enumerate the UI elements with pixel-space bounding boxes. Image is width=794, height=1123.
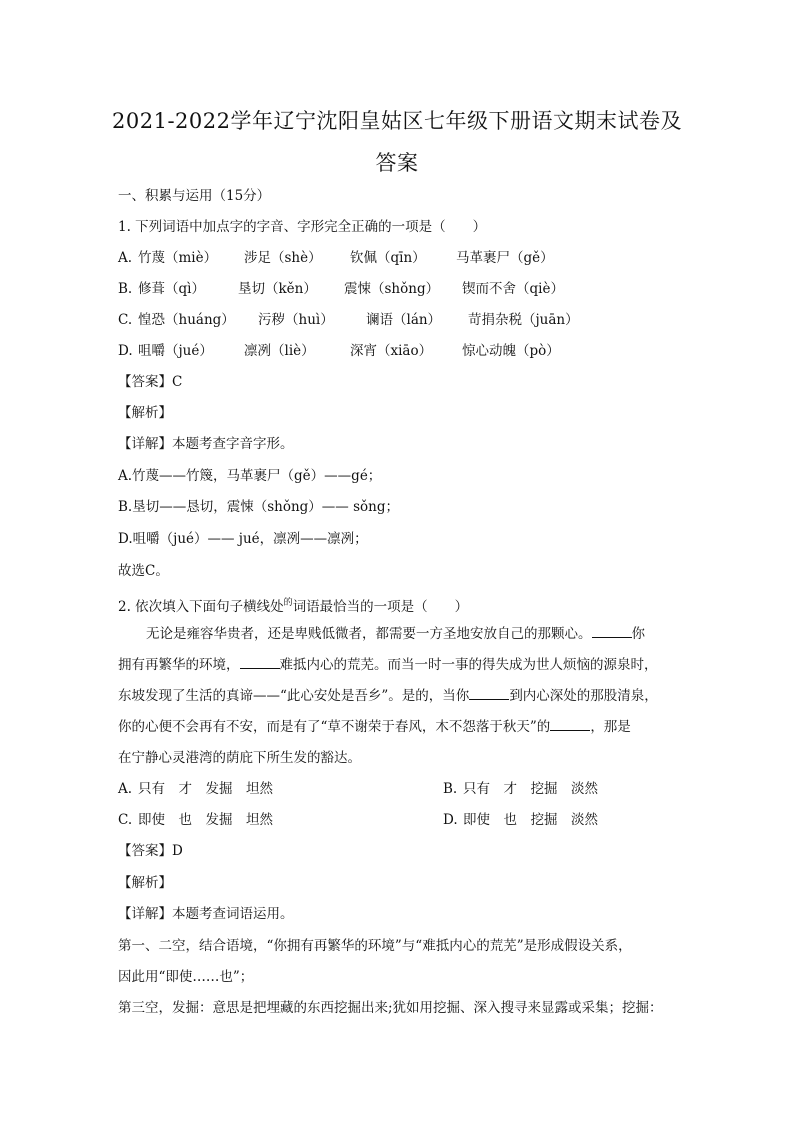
q2-passage-line: 在宁静心灵港湾的荫庇下所生发的豁达。 xyxy=(118,750,361,766)
q2-analysis-heading: 【解析】 xyxy=(118,875,172,891)
q1-conclusion: 故选C。 xyxy=(118,563,169,579)
q1-detail: 【详解】本题考查字音字形。 xyxy=(118,436,294,452)
q1-explanation-line: D.咀嚼（jué）—— jué，凛冽——凛冽； xyxy=(118,531,368,547)
q1-explanation-line: B.垦切——恳切，震悚（shǒng）—— sǒng； xyxy=(118,499,399,515)
q2-explanation-line: 第一、二空，结合语境，“你拥有再繁华的环境”与“难抵内心的荒芜”是形成假设关系， xyxy=(118,938,632,954)
q2-answer: 【答案】D xyxy=(118,843,183,859)
document-title xyxy=(100,100,694,184)
section-heading: 一、积累与运用（15分） xyxy=(118,188,271,204)
answer-blank xyxy=(592,625,632,638)
question-1-stem: 1. 下列词语中加点字的字音、字形完全正确的一项是（ ） xyxy=(118,219,487,235)
q2-passage-line: 拥有再繁华的环境， 难抵内心的荒芜。而当一时一事的得失成为世人烦恼的源泉时， xyxy=(118,657,658,673)
q2-explanation-line: 因此用“即使……也”； xyxy=(118,969,254,985)
q2-passage-line: 东坡发现了生活的真谛——“此心安处是吾乡”。是的，当你 到内心深处的那股清泉， xyxy=(118,688,658,704)
q2-detail: 【详解】本题考查词语运用。 xyxy=(118,906,294,922)
question-2-stem: 2. 依次填入下面句子横线处$^的$词语最恰当的一项是（ ） xyxy=(118,598,469,615)
q2-passage-line: 无论是雍容华贵者，还是卑贱低微者，都需要一方圣地安放自己的那颗心。 你 xyxy=(146,626,645,642)
q2-explanation-line: 第三空，发掘：意思是把埋藏的东西挖掘出来;犹如用挖掘、深入搜寻来显露或采集；挖掘： xyxy=(118,1000,663,1016)
answer-blank xyxy=(240,656,280,669)
answer-blank xyxy=(550,718,590,731)
q1-explanation-line: A.竹蔑——竹篾，马革裹尸（gě）——gé； xyxy=(118,468,382,484)
q1-answer: 【答案】C xyxy=(118,374,183,390)
q2-passage-line: 你的心便不会再有不安，而是有了“草不谢荣于春风，木不怨落于秋天”的 ，那是 xyxy=(118,719,631,735)
q1-analysis-heading: 【解析】 xyxy=(118,405,172,421)
title-line-2: 答案 xyxy=(375,151,419,175)
exam-page: 2021-2022学年辽宁沈阳皇姑区七年级下册语文期末试卷及 答案 一、积累与运用（15分） 1. 下列词语中加点字的字音、字形完全正确的一项是（ ） A. 竹蔑（miè） 涉足（shè） 钦佩（qīn） 马革裹尸（gě） B. 修葺（qì） 垦切（kěn） 震悚（shǒng） 锲而不舍（qiè） C. 惶恐（huáng） 污秽（huì） 谰语（lán） 苛捐杂税（juān） D. 咀嚼（jué） 凛冽（liè） 深宵（xiāo） 惊心动魄（pò） 【答案】C 【解析】 【详解】本题考查字音字形。 A.竹蔑——竹篾，马革裹尸（gě）——gé； B.垦切——恳切，震悚（shǒng）—— sǒng； D.咀嚼（jué）—— jué，凛冽——凛冽； 故选C。 2. 依次填入下面句子横线处$^的$词语最恰当的一项是（ ） 无论是雍容华贵者，还是卑贱低微者，都需要一方圣地安放自己的那颗心。 你 拥有再繁华的环境， 难抵内心的荒芜。而当一时一事的得失成为世人烦恼的源泉时， 东坡发现了生活的真谛——“此心安处是吾乡”。是的，当你 到内心深处的那股清泉， 你的心便不会再有不安，而是有了“草不谢荣于春风，木不怨落于秋天”的 ，那是 在宁静心灵港湾的荫庇下所生发的豁达。 A. 只有 才 发掘 坦然 B. 只有 才 挖掘 淡然 C. 即使 也 发掘 坦然 D. 即使 也 挖掘 淡然 【答案】D 【解析】 【详解】本题考查词语运用。 第一、二空，结合语境，“你拥有再繁华的环境”与“难抵内心的荒芜”是形成假设关系， 因此用“即使……也”； 第三空，发掘：意思是把埋藏的东西挖掘出来;犹如用挖掘、深入搜寻来显露或采集；挖掘： xyxy=(0,0,794,1123)
answer-blank xyxy=(469,687,509,700)
title-line-1: 2021-2022学年辽宁沈阳皇姑区七年级下册语文期末试卷及 xyxy=(112,109,682,133)
